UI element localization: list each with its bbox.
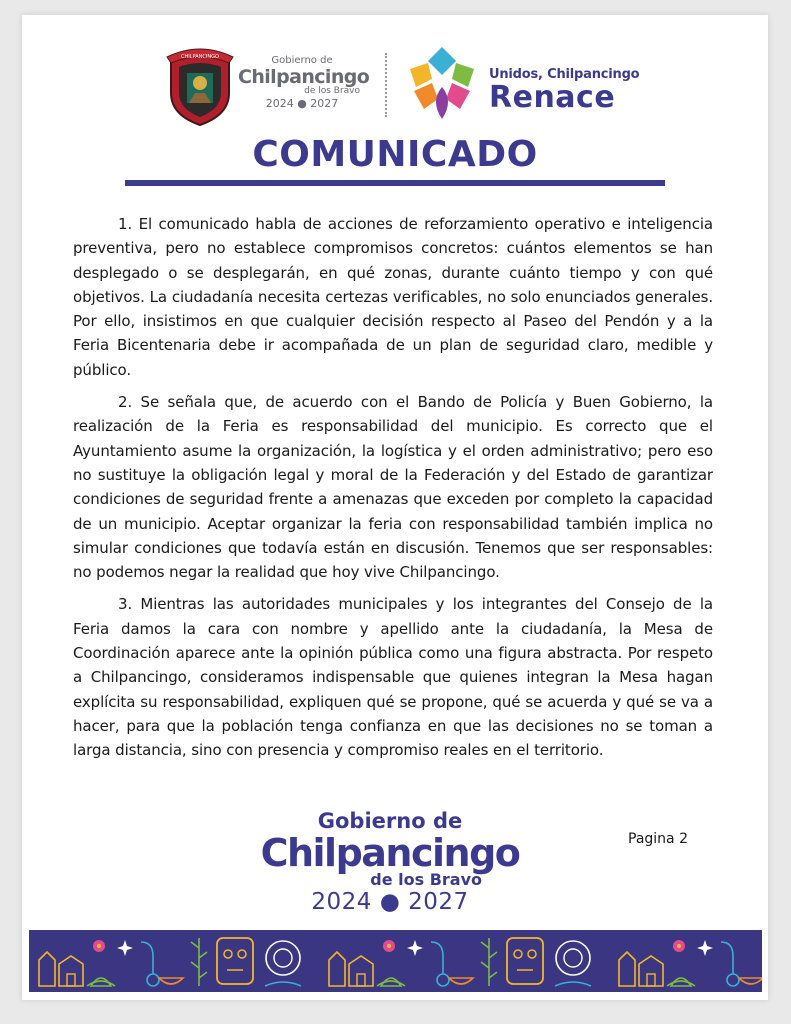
renace-flower-icon [402, 43, 482, 127]
page-number: Pagina 2 [628, 831, 688, 847]
ornament-pattern-icon [29, 930, 762, 992]
gob-line-1: Gobierno de [271, 55, 333, 66]
gob-line-3: de los Bravo [304, 86, 360, 96]
paragraph-1: 1. El comunicado habla de acciones de reforzamiento operativo e inteligencia preventiva, pero no establece compromisos concretos: cuántos elementos se han desplegado o se desplegarán, en qué zonas, durante cuánto tiempo y con qué objetivos. La ciudadanía necesita certezas verificables, no solo enunciados generales. Por ello, insistimos en que cualquier decisión respecto al Paseo del Pendón y a la Feria Bicentenaria debe ir acompañada de un plan de seguridad claro, medible y público. [73, 215, 713, 379]
footer-logo-line-3: de los Bravo [370, 870, 482, 889]
decorative-footer-band [29, 930, 762, 992]
paragraph-2: 2. Se señala que, de acuerdo con el Bando de Policía y Buen Gobierno, la realización de la Feria es responsabilidad del municipio. Es correcto que el Ayuntamiento asume la organización, la logística y el orden administrativo; pero eso no sustituye la obligación legal y moral de la Federación y del Estado de garantizar condiciones de seguridad frente a amenazas que exceden por completo la capacidad de un municipio. Aceptar organizar la feria con responsabilidad también implica no simular condiciones que todavía están en discusión. Tenemos que ser responsables: no podemos negar la realidad que hoy vive Chilpancingo. [73, 393, 713, 582]
gob-line-2: Chilpancingo [238, 66, 370, 88]
footer-logo-line-4: 2024 ● 2027 [311, 889, 469, 915]
campaign-wordmark [489, 67, 639, 113]
seal-text: CHILPANCINGO [181, 54, 219, 60]
government-wordmark [238, 55, 370, 112]
footer-logo-line-1: Gobierno de [317, 809, 463, 833]
statement-body [73, 212, 713, 771]
header-divider [385, 53, 387, 117]
footer-logo-line-2: Chilpancingo [260, 831, 520, 875]
campaign-line-2: Renace [489, 80, 616, 115]
title-underline [125, 180, 665, 186]
letterhead [22, 15, 768, 175]
footer-government-logo [260, 808, 520, 916]
gob-line-4: 2024 ● 2027 [265, 97, 339, 110]
document-page [22, 15, 768, 1000]
campaign-line-1: Unidos, Chilpancingo [489, 67, 640, 82]
document-title: COMUNICADO [252, 134, 538, 175]
coat-of-arms-icon [165, 43, 235, 127]
paragraph-3: 3. Mientras las autoridades municipales y los integrantes del Consejo de la Feria damos la cara con nombre y apellido ante la ciudadanía, la Mesa de Coordinación aparece ante la opinión pública como una figura abstracta. Por respeto a Chilpancingo, consideramos indispensable que quienes integran la Mesa hagan explícita su responsabilidad, expliquen qué se propone, qué se acuerda y qué se va a hacer, para que la población tenga confianza en que las decisiones no se toman a larga distancia, sino con presencia y compromiso reales en el territorio. [73, 595, 713, 760]
